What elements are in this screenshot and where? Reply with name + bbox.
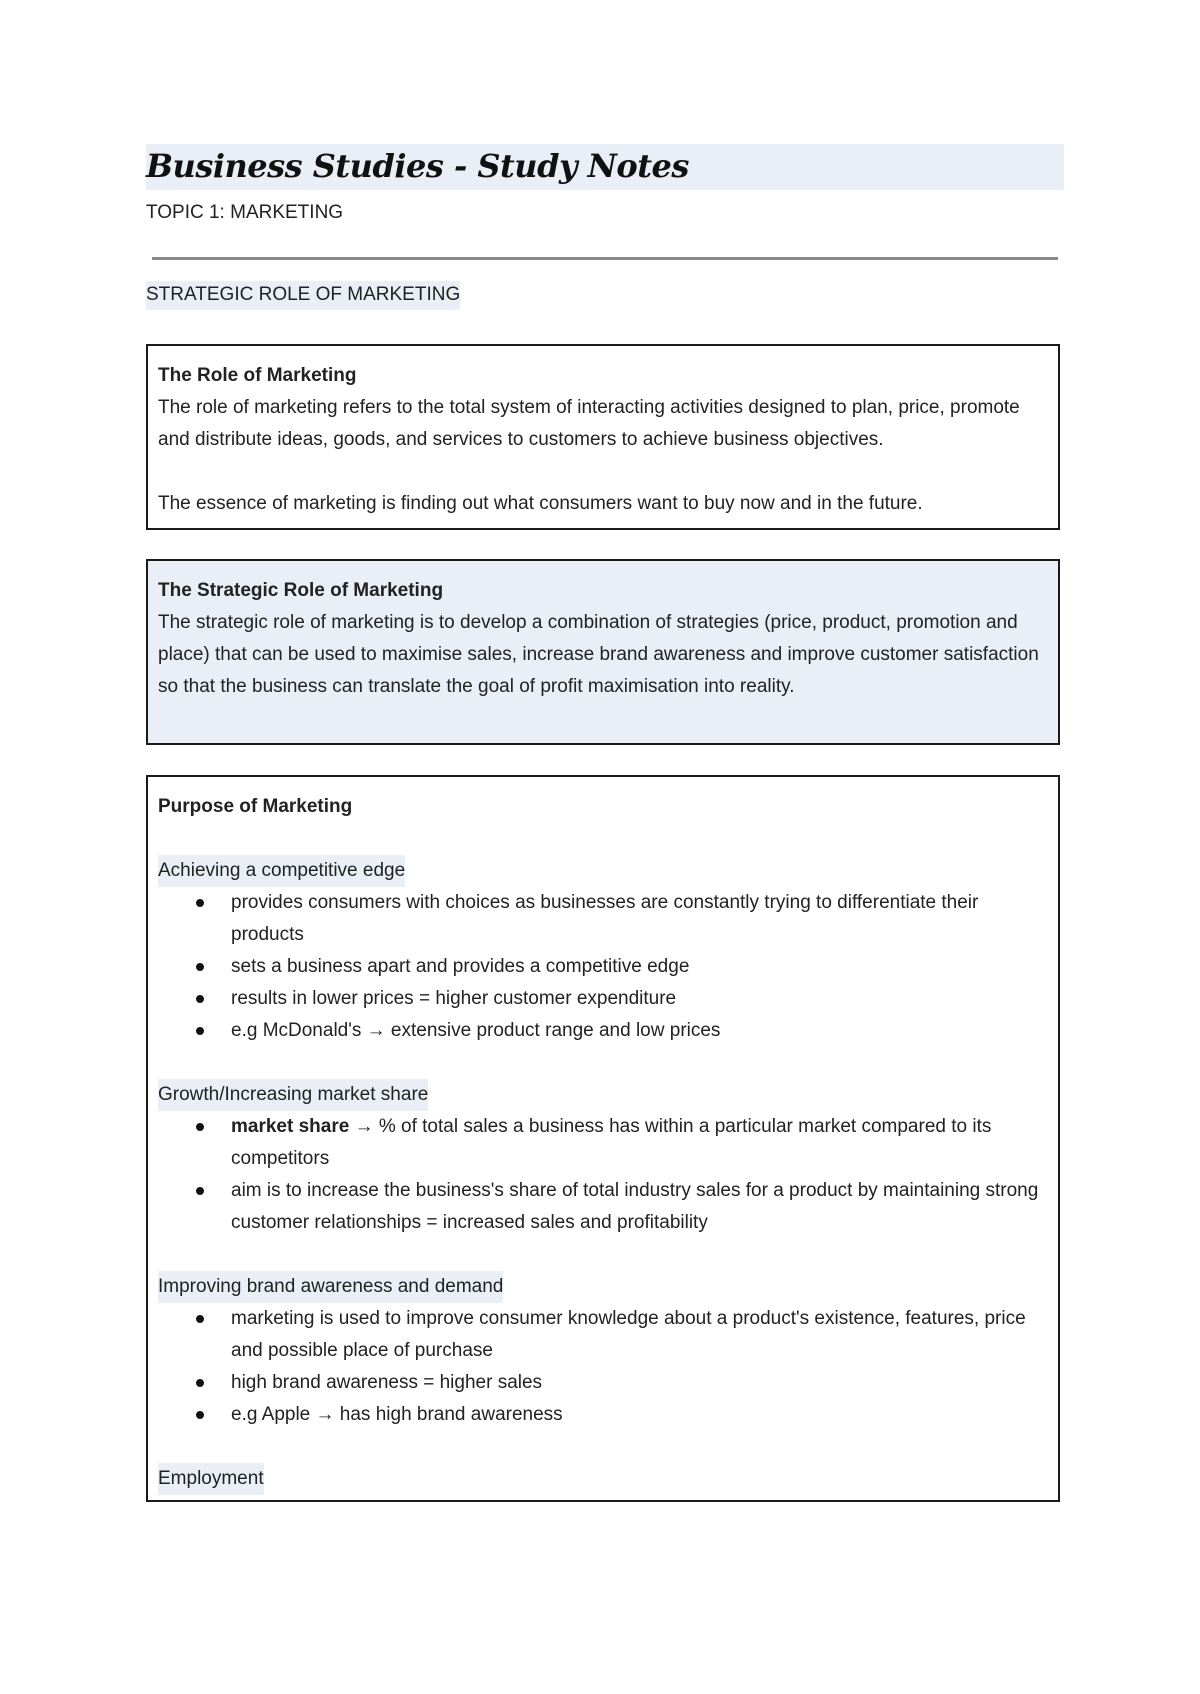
list-item: provides consumers with choices as businesses are constantly trying to differentiate their products [231,887,1048,951]
box-paragraph: The strategic role of marketing is to develop a combination of strategies (price, product, promotion and place) that can be used to maximise sales, increase brand awareness and improve customer satisfaction so that the business can translate the goal of profit maximisation into reality. [158,612,1039,697]
list-item: e.g Apple → has high brand awareness [231,1399,1048,1431]
sub-heading-market-share: Growth/Increasing market share [158,1079,428,1111]
term-definition: → % of total sales a business has within a particular market compared to its competitors [231,1116,992,1169]
sub-heading-brand-awareness: Improving brand awareness and demand [158,1271,503,1303]
sub-heading-competitive-edge: Achieving a competitive edge [158,855,405,887]
list-item [231,1111,1048,1175]
document-title: Business Studies - Study Notes [146,147,689,185]
purpose-of-marketing-box [146,775,1060,1502]
term-market-share: market share [231,1116,350,1137]
bullet-list [158,1111,1048,1239]
sub-heading-employment: Employment [158,1463,264,1495]
topic-label: TOPIC 1: MARKETING [146,202,344,223]
bullet-list [158,1303,1048,1431]
list-item: marketing is used to improve consumer knowledge about a product's existence, features, price and possible place of purchase [231,1303,1048,1367]
list-item: sets a business apart and provides a competitive edge [231,951,1048,983]
strategic-role-box [146,559,1060,745]
box-title: The Role of Marketing [158,365,357,386]
list-item: results in lower prices = higher customer expenditure [231,983,1048,1015]
box-title: The Strategic Role of Marketing [158,580,444,601]
list-item: high brand awareness = higher sales [231,1367,1048,1399]
section-heading: STRATEGIC ROLE OF MARKETING [146,281,460,310]
list-item: e.g McDonald's → extensive product range and low prices [231,1015,1048,1047]
box-paragraph: The essence of marketing is finding out what consumers want to buy now and in the future. [158,493,923,514]
bullet-list [158,887,1048,1047]
horizontal-divider [152,257,1058,260]
list-item: aim is to increase the business's share of total industry sales for a product by maintaining strong customer relationships = increased sales and profitability [231,1175,1048,1239]
box-title: Purpose of Marketing [158,796,353,817]
role-of-marketing-box [146,344,1060,530]
box-paragraph: The role of marketing refers to the total system of interacting activities designed to plan, price, promote and distribute ideas, goods, and services to customers to achieve business objectives. [158,397,1020,450]
